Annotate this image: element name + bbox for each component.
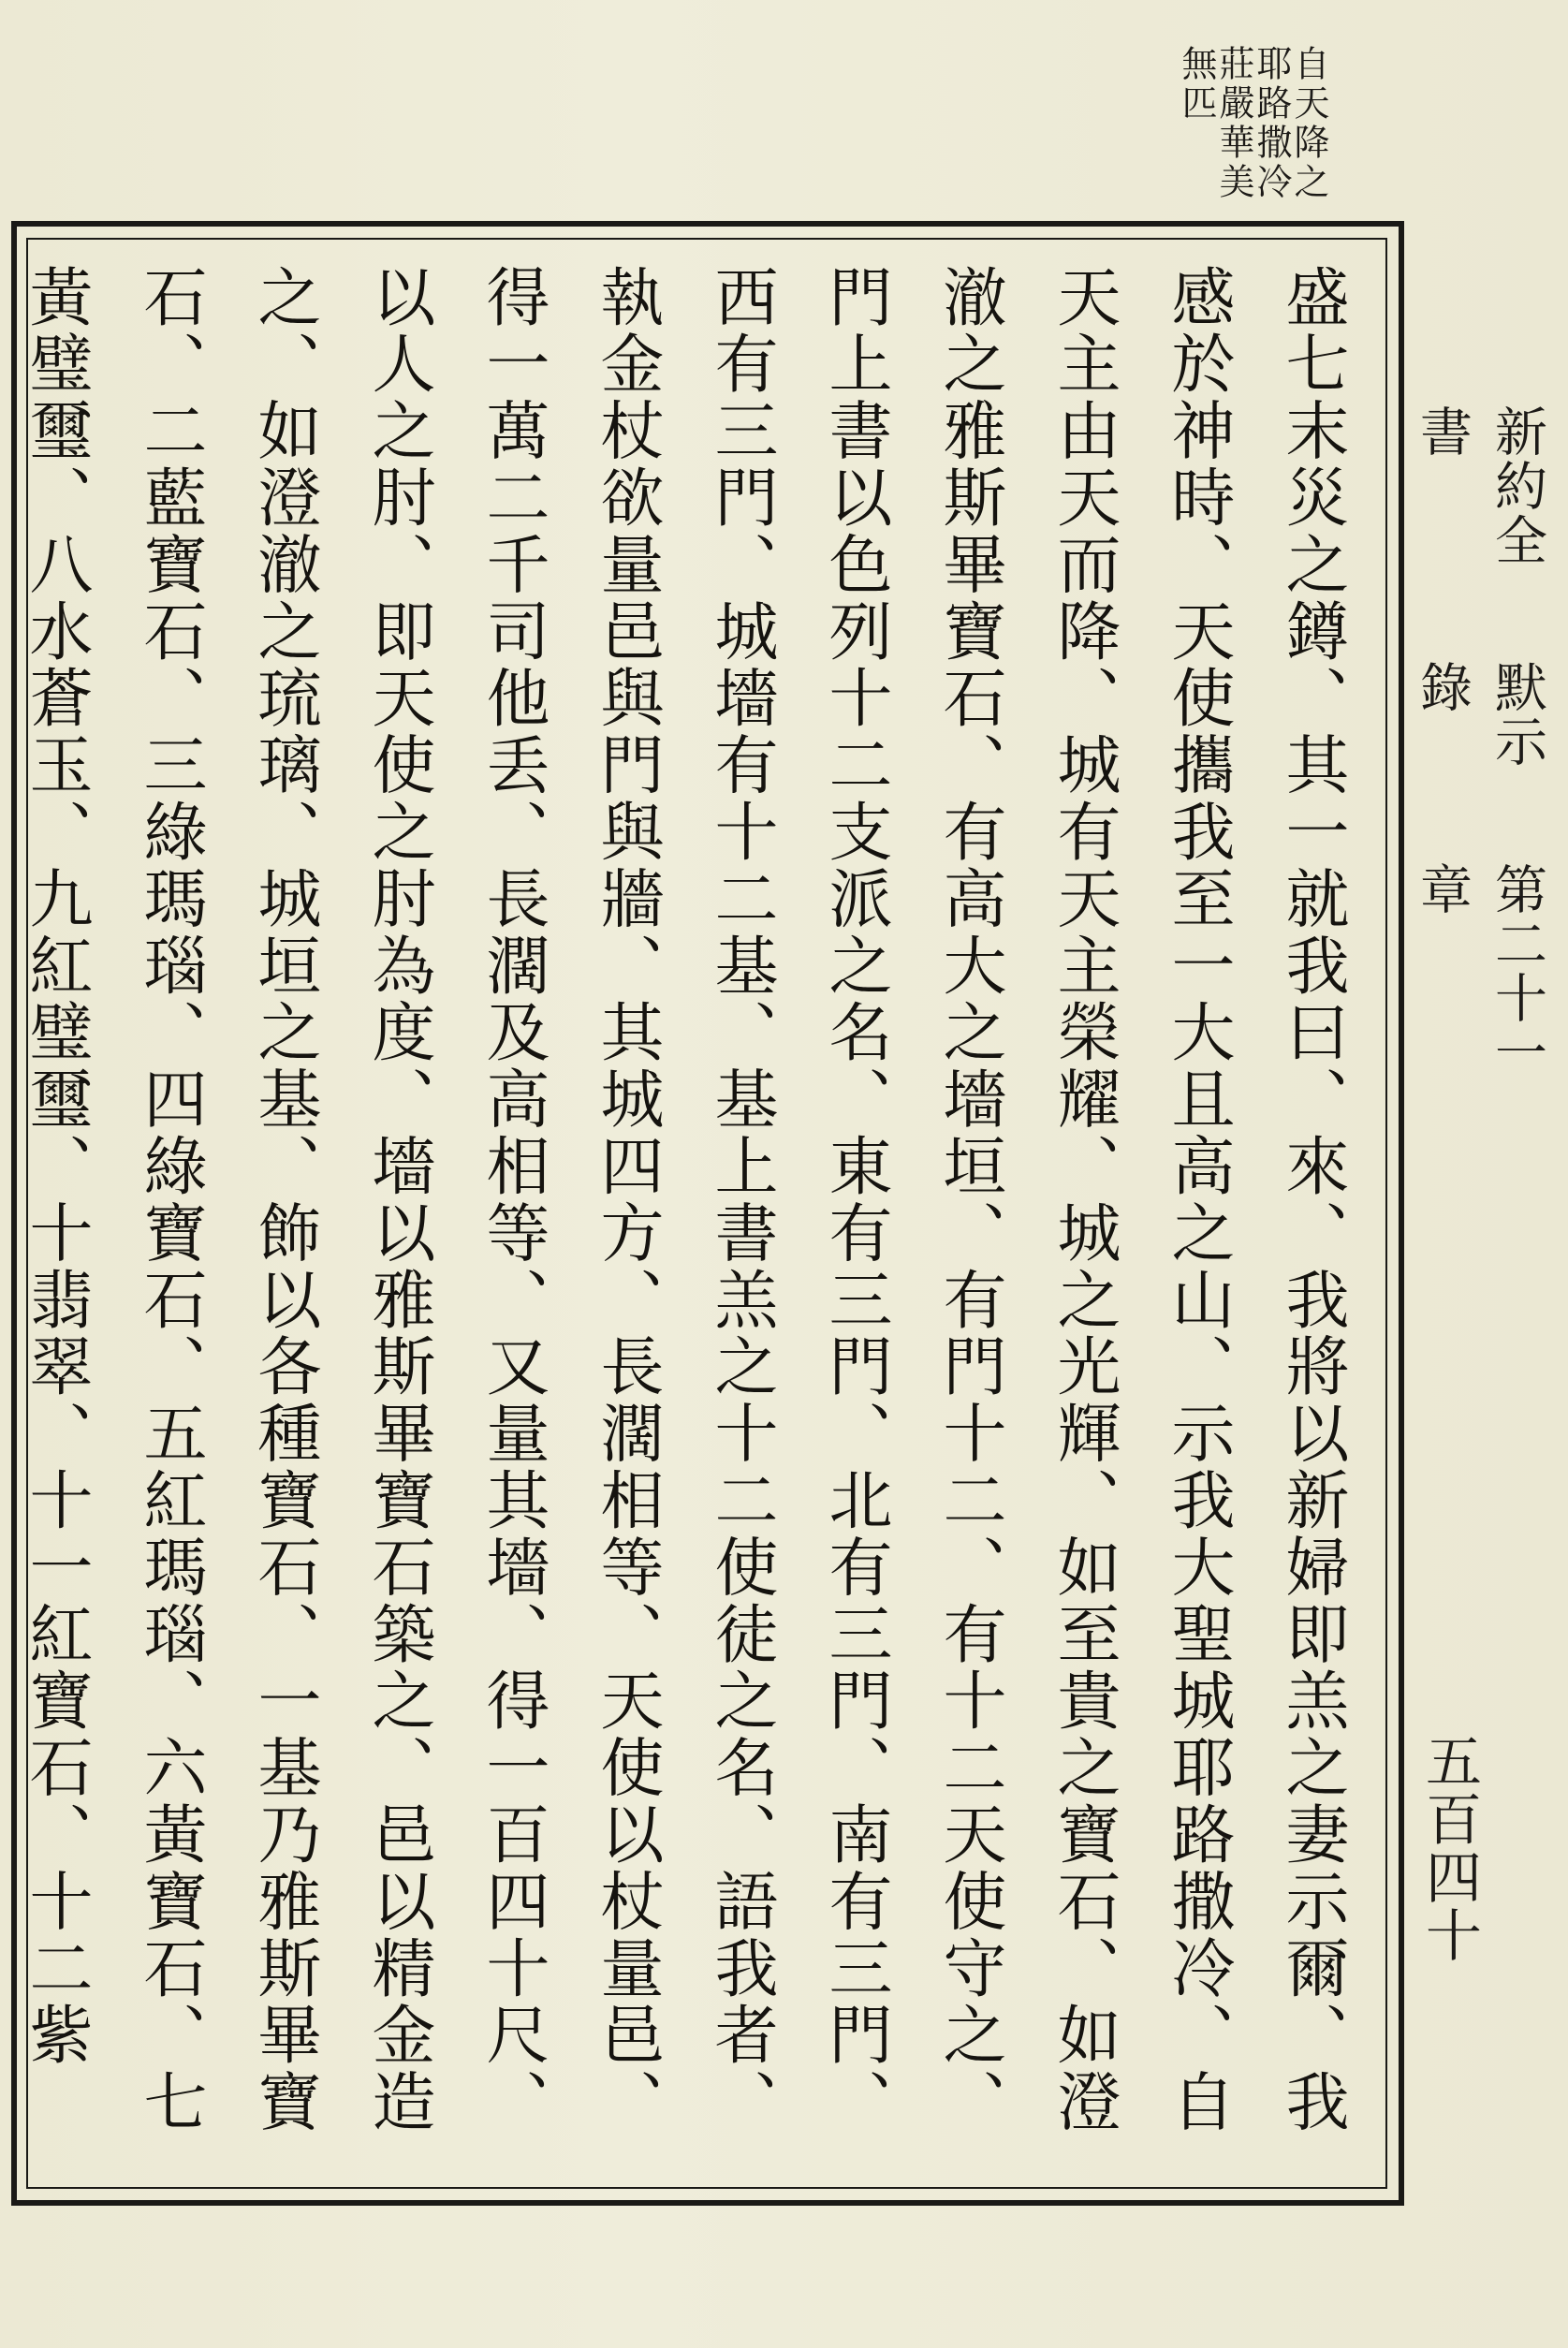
chapter-title: 第二十一章 [1412, 861, 1547, 1079]
headnote-line: 耶路撒冷 [1251, 45, 1292, 202]
page-number: 五百四十 [1416, 1732, 1482, 1964]
body-text [19, 264, 1369, 2174]
headnote-line: 無匹 [1176, 45, 1217, 124]
body-paragraph: 盛七末災之鐏、其一就我曰、來、我將以新婦即羔之妻示爾、我感於神時、天使攜我至一大且高之山、示我大聖城耶路撒冷、自天主由天而降、城有天主榮耀、城之光輝、如至貴之寶石、如澄澈之雅斯畢寶石、有高大之墻垣、有門十二、有十二天使守之、門上書以色列十二支派之名、東有三門、北有三門、南有三門、西有三門、城墻有十二基、基上書羔之十二使徒之名、語我者、執金杖欲量邑與門與牆、其城四方、長濶相等、天使以杖量邑、得一萬二千司他丢、長濶及高相等、又量其墻、得一百四十尺、以人之肘、即天使之肘為度、墻以雅斯畢寶石築之、邑以精金造之、如澄澈之琉璃、城垣之基、飾以各種寶石、一基乃雅斯畢寶石、二藍寶石、三綠瑪瑙、四綠寶石、五紅瑪瑙、六黃寶石、七黃璧璽、八水蒼玉、九紅璧璽、十翡翠、十一紅寶石、十二紫 [19, 264, 1349, 2136]
book-title: 新約全書 [1412, 404, 1547, 567]
section-title: 默示錄 [1412, 660, 1547, 770]
headnote-line: 莊嚴華美 [1213, 45, 1254, 202]
marginal-headnote [1178, 45, 1327, 223]
headnote-line: 自天降之 [1288, 45, 1329, 202]
running-header [1404, 404, 1554, 1172]
